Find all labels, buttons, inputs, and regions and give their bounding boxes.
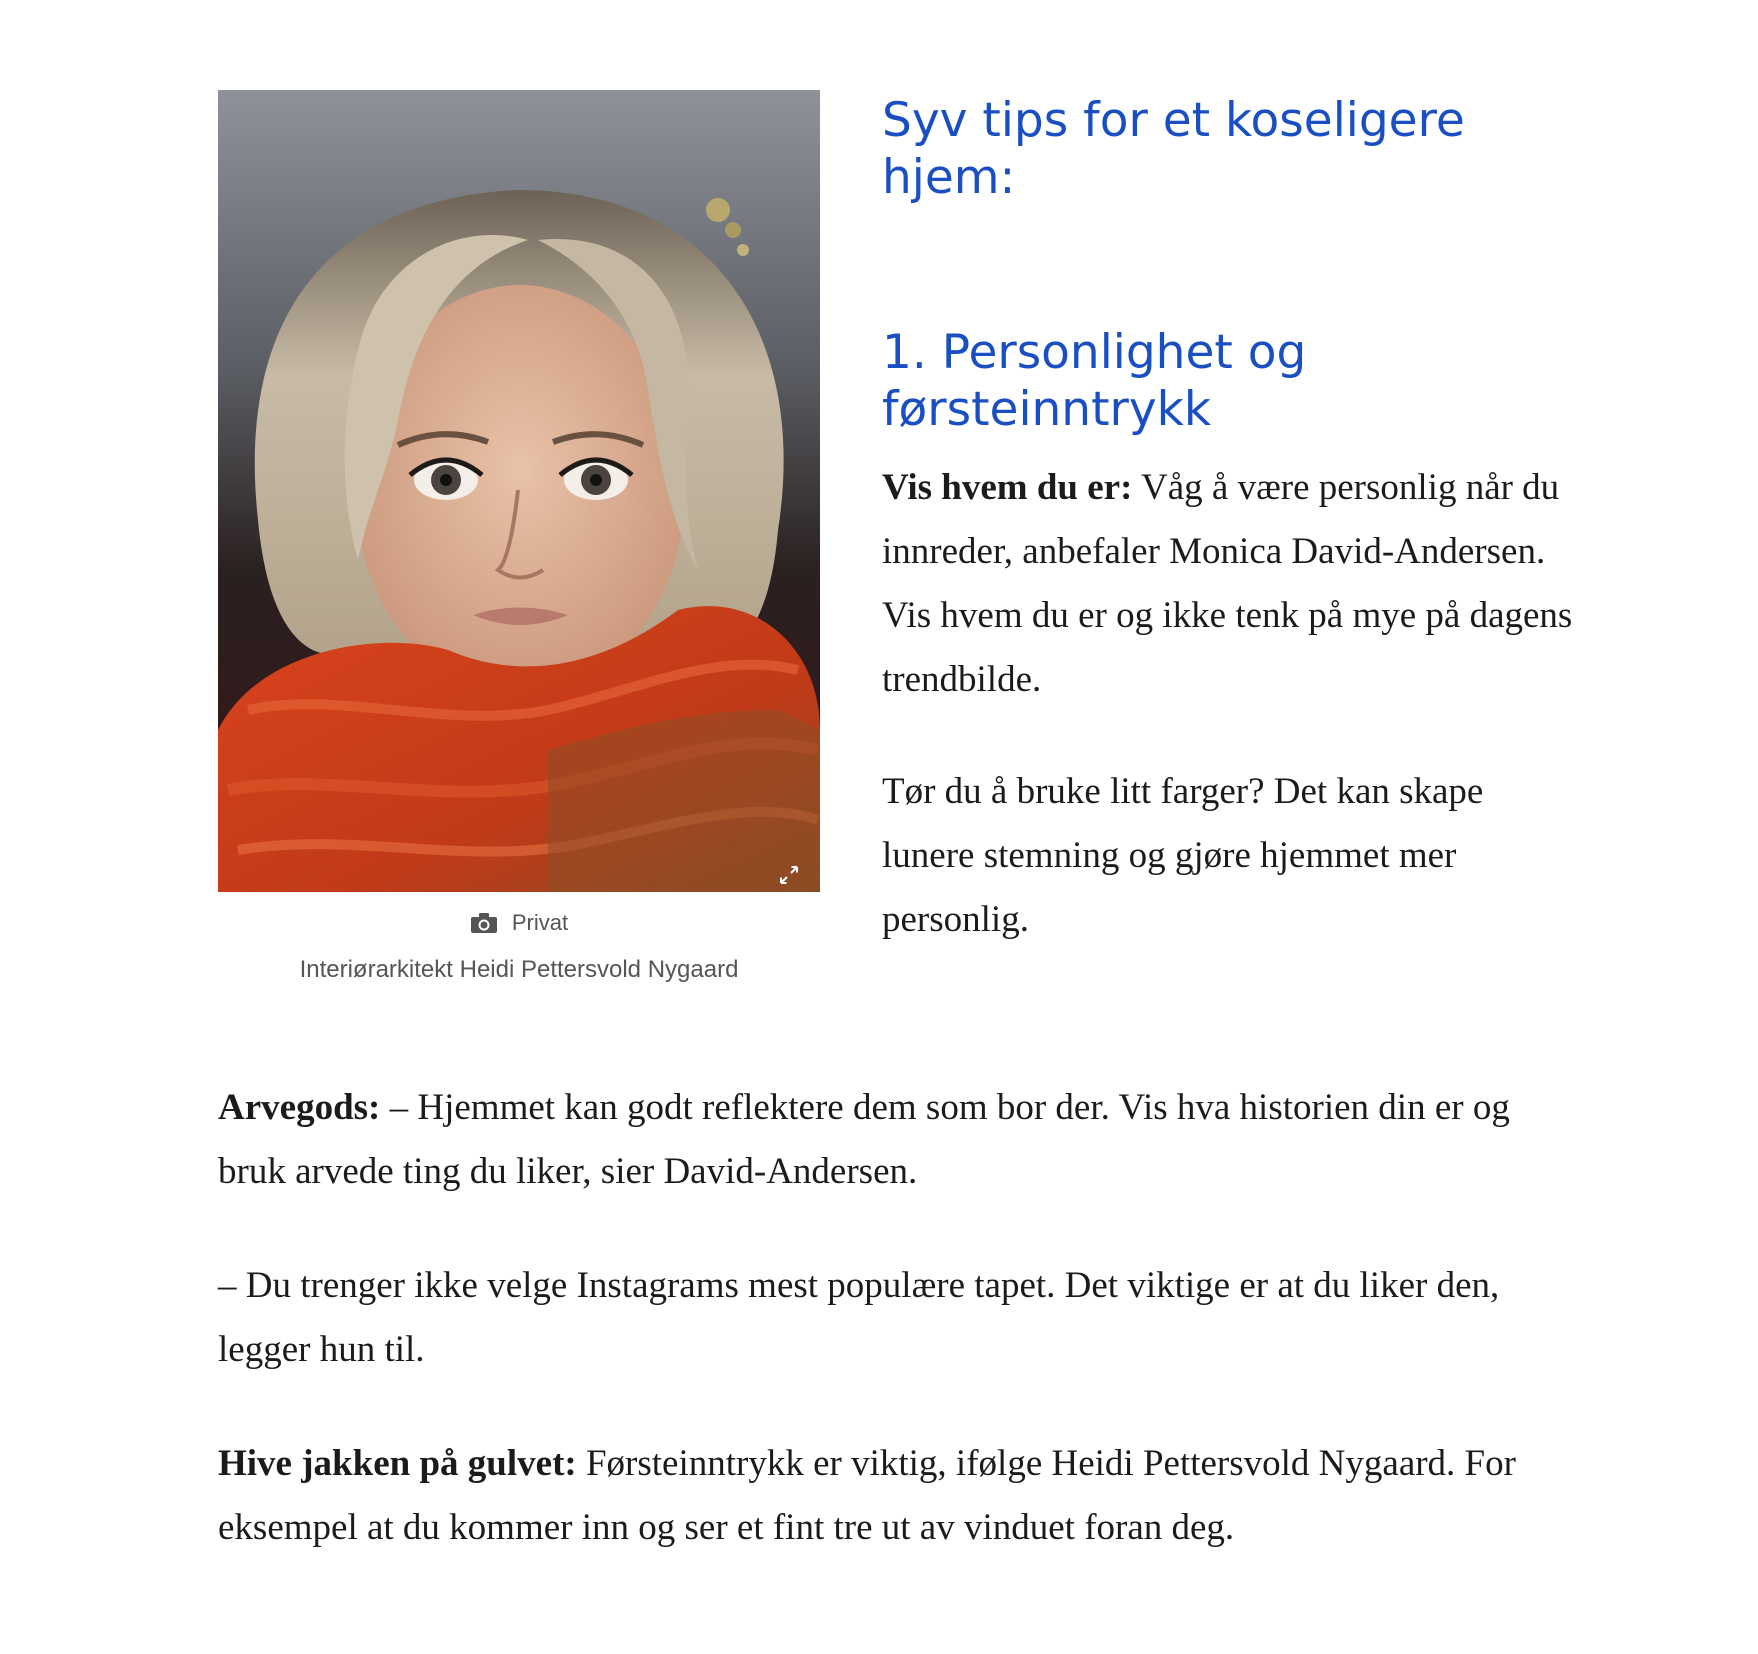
paragraph-lead: Vis hvem du er: [882,467,1133,508]
paragraph [882,456,1582,712]
caption-text: Interiørarkitekt Heidi Pettersvold Nygaard [299,956,739,983]
paragraph-text: Tør du å bruke litt farger? Det kan skape lunere stemning og gjøre hjemmet mer personlig. [882,771,1484,940]
portrait-photo[interactable] [218,90,820,892]
portrait-image [218,90,820,892]
photo-credit [218,910,820,936]
paragraph [218,1254,1578,1382]
article-body [218,1076,1578,1560]
paragraph-text: Våg å være personlig når du innreder, anbefaler Monica David-Andersen. Vis hvem du er og ikke tenk på mye på dagens trendbilde. [882,467,1573,700]
paragraph-lead: Hive jakken på gulvet: [218,1443,577,1484]
paragraph-text: – Hjemmet kan godt reflektere dem som bor der. Vis hva historien din er og bruk arvede ting du liker, sier David-Andersen. [218,1087,1510,1192]
paragraph-text: – Du trenger ikke velge Instagrams mest populære tapet. Det viktige er at du liker den, legger hun til. [218,1265,1500,1370]
section-heading: 1. Personlighet og førsteinntrykk [882,325,1307,437]
expand-icon[interactable] [778,864,800,886]
paragraph-lead: Arvegods: [218,1087,381,1128]
figure-caption [218,910,820,984]
paragraph [218,1076,1578,1204]
photo-credit-text: Privat [511,910,569,935]
article-heading: Syv tips for et koseligere hjem: [882,93,1465,205]
camera-icon [470,912,498,934]
article-side-column [882,92,1582,952]
article-figure [218,90,820,984]
paragraph [218,1432,1578,1560]
paragraph-text: Førsteinntrykk er viktig, ifølge Heidi Pettersvold Nygaard. For eksempel at du kommer inn og ser et fint tre ut av vinduet foran deg. [218,1443,1516,1548]
paragraph [882,760,1582,952]
